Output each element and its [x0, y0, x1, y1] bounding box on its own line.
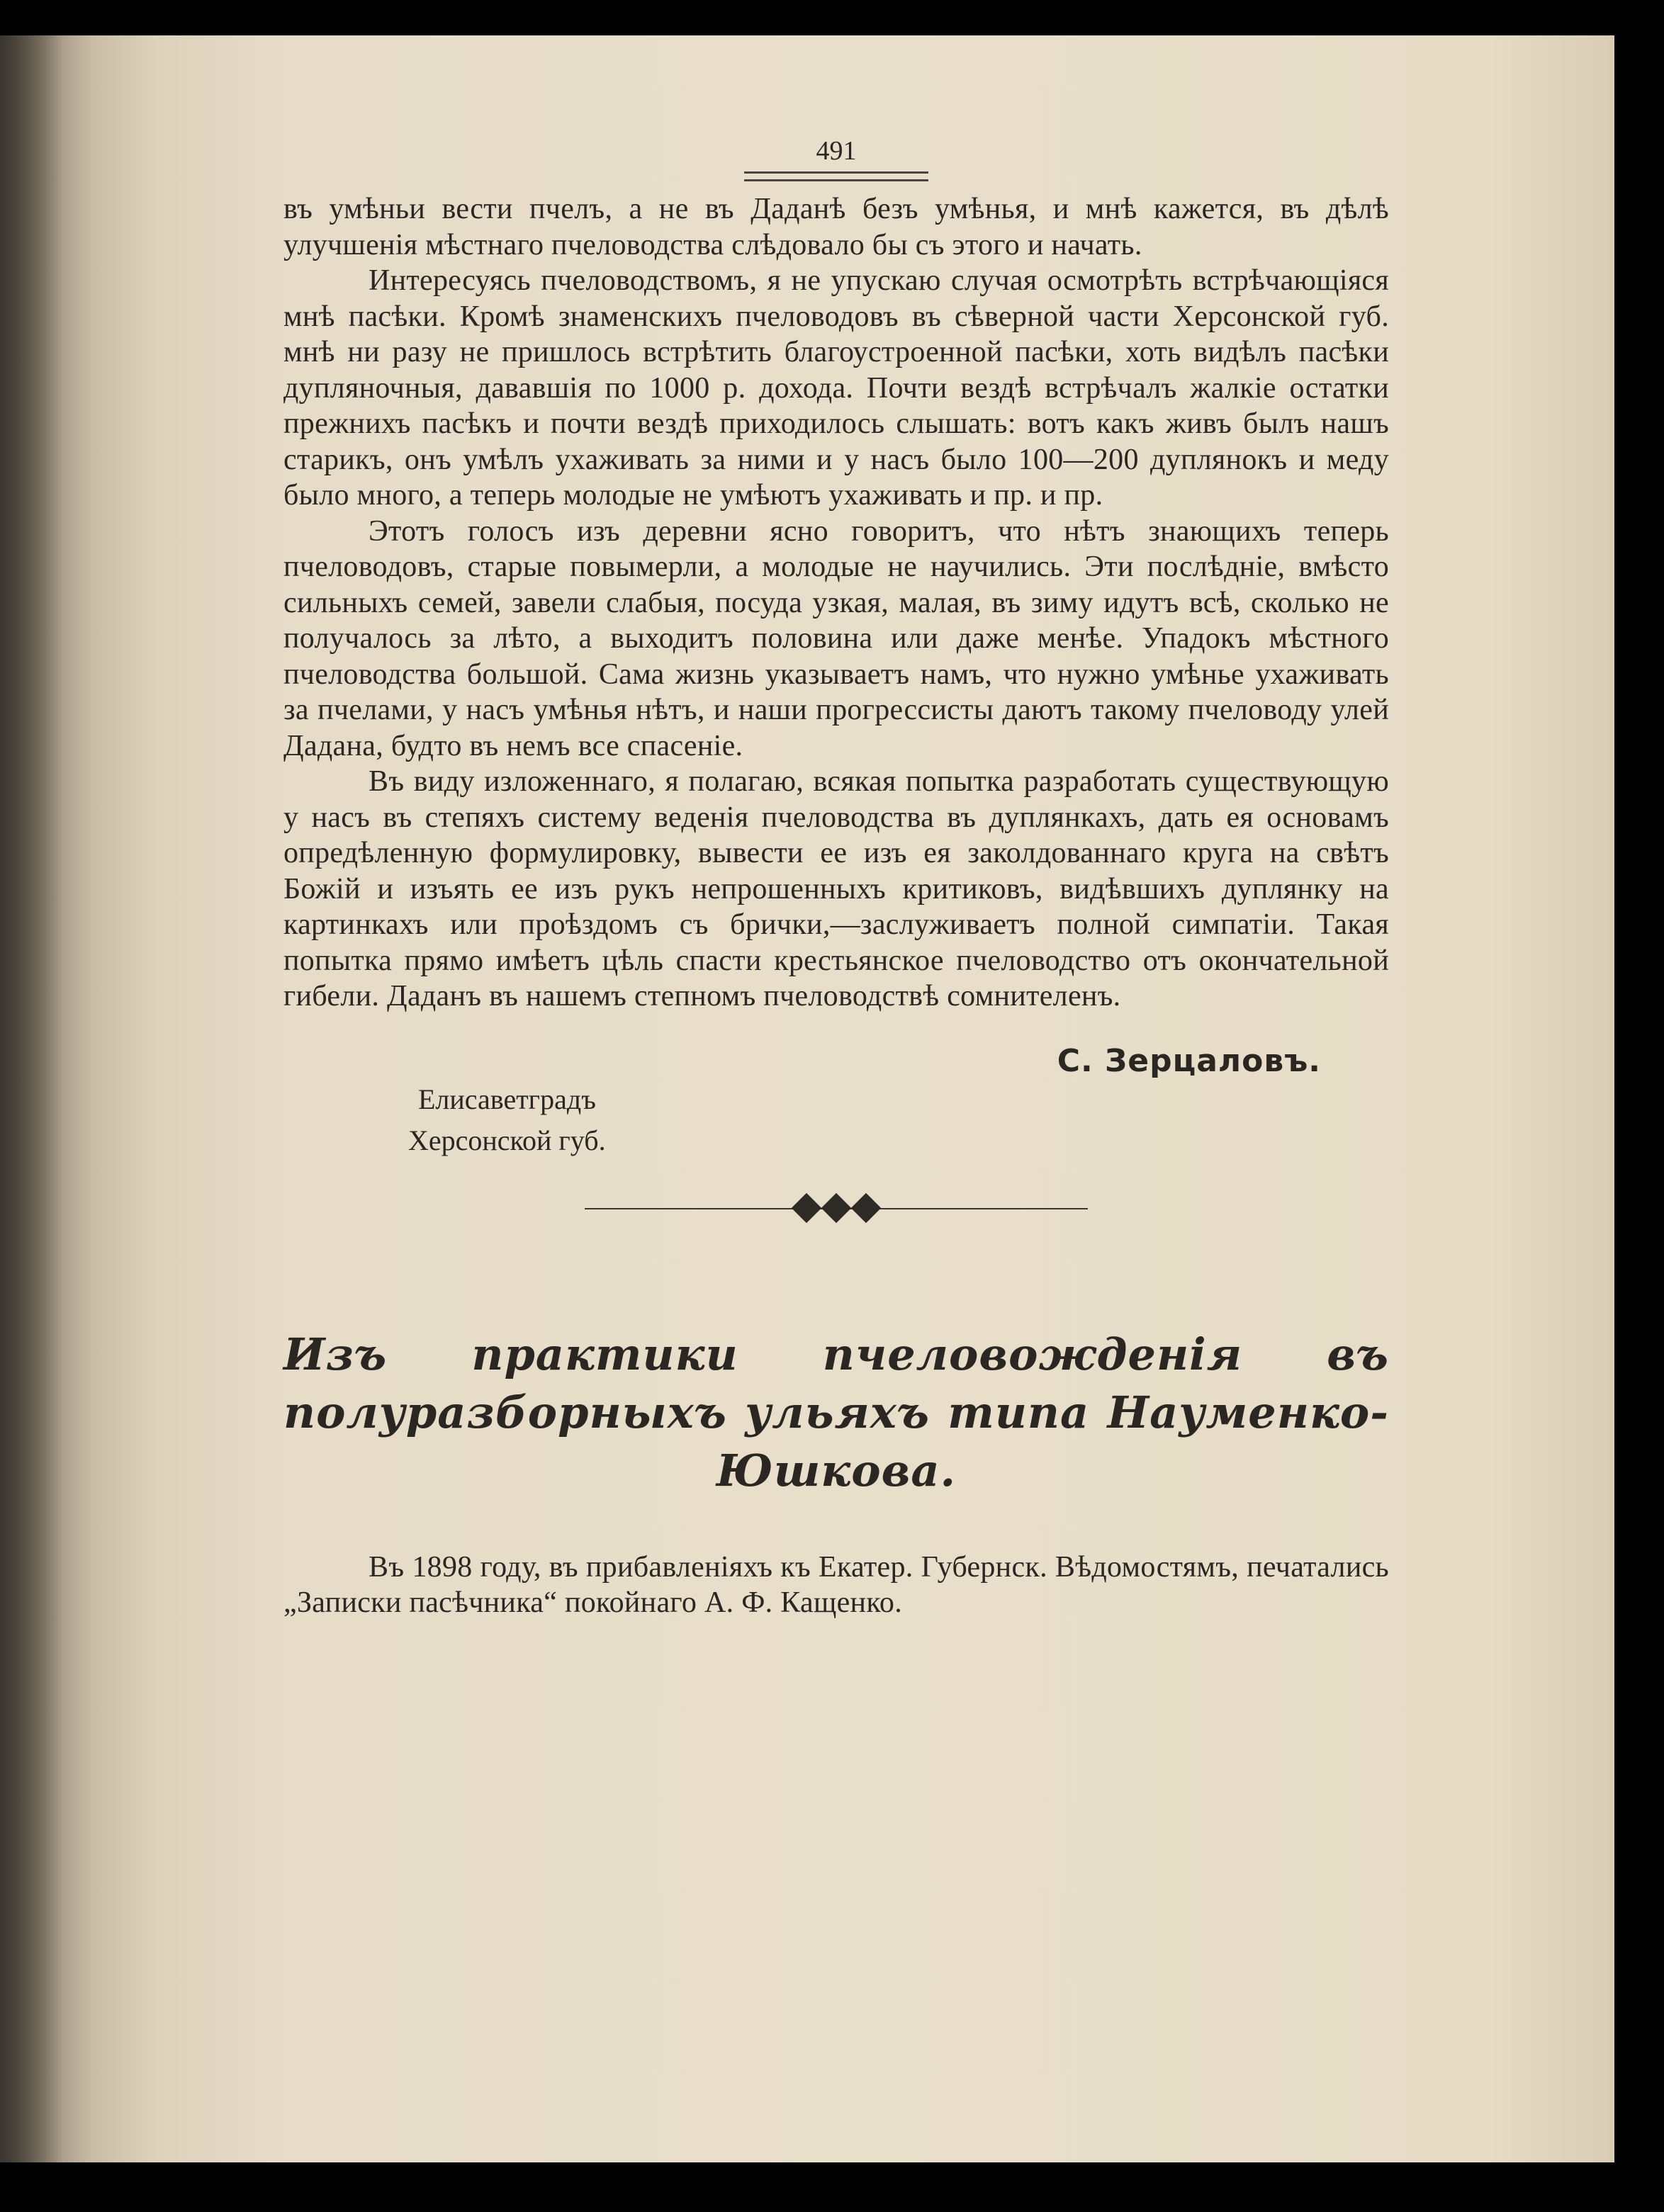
author-signature: С. Зерцаловъ. [1057, 1042, 1321, 1079]
book-gutter-shadow [0, 35, 64, 2162]
paragraph-4: Въ виду изложеннаго, я полагаю, всякая попытка разработать существующую у насъ въ степяхъ систему веденія пчеловодства въ дуплянкахъ, дать ея основамъ опредѣленную формулировку, вывести ее изъ ея заколдованнаго круга на свѣтъ Божій и изъять ее изъ рукъ непрошенныхъ критиковъ, видѣвшихъ дуплянку на картинкахъ или проѣздомъ съ брички,—заслуживаетъ полной симпатіи. Такая попытка прямо имѣетъ цѣль спасти крестьянское пчеловодство отъ окончательной гибели. Даданъ въ нашемъ степномъ пчеловодствѣ сомнителенъ. [283, 765, 1389, 1012]
paragraph-1: въ умѣньи вести пчелъ, а не въ Даданѣ безъ умѣнья, и мнѣ кажется, въ дѣлѣ улучшенія мѣстнаго пчеловодства слѣдовало бы съ этого и начать. [283, 193, 1389, 261]
diamond-ornament-icon [792, 1193, 881, 1223]
page-content [283, 135, 1389, 1621]
paragraph-2: Интересуясь пчеловодствомъ, я не упускаю случая осмотрѣть встрѣчающіяся мнѣ пасѣки. Кромѣ знаменскихъ пчеловодовъ въ сѣверной части Херсонской губ. мнѣ ни разу не пришлось встрѣтить благоустроенной пасѣки, хоть видѣлъ пасѣки дупляночныя, дававшія по 1000 р. дохода. Почти вездѣ встрѣчалъ жалкіе остатки прежнихъ пасѣкъ и почти вездѣ приходилось слышать: вотъ какъ живъ былъ нашъ старикъ, онъ умѣлъ ухаживать за ними и у насъ было 100—200 дуплянокъ и меду было много, а теперь молодые не умѣютъ ухаживать и пр. и пр. [283, 264, 1389, 512]
article-heading: Изъ практики пчеловожденія въ полуразборныхъ ульяхъ типа Науменко-Юшкова. [283, 1328, 1389, 1496]
page-number-rule [744, 171, 928, 181]
paragraph-5: Въ 1898 году, въ прибавленіяхъ къ Екатер. Губернск. Вѣдомостямъ, печатались „Записки пасѣчника“ покойнаго А. Ф. Кащенко. [283, 1550, 1389, 1619]
paragraph-3: Этотъ голосъ изъ деревни ясно говоритъ, что нѣтъ знающихъ теперь пчеловодовъ, старые повымерли, а молодые не научились. Эти послѣдніе, вмѣсто сильныхъ семей, завели слабыя, посуда узкая, малая, въ зиму идутъ всѣ, сколько не получалось за лѣто, а выходитъ половина или даже менѣе. Упадокъ мѣстного пчеловодства большой. Сама жизнь указываетъ намъ, что нужно умѣнье ухаживать за пчелами, у насъ умѣнья нѣтъ, и наши прогрессисты даютъ такому пчеловоду улей Дадана, будто въ немъ все спасеніе. [283, 514, 1389, 762]
section-divider [585, 1191, 1088, 1226]
place-city: Елисаветградъ [418, 1083, 596, 1115]
new-article-body [283, 1550, 1389, 1621]
place-province: Херсонской губ. [408, 1124, 606, 1156]
article-body [283, 191, 1389, 1015]
page-number: 491 [816, 136, 857, 166]
